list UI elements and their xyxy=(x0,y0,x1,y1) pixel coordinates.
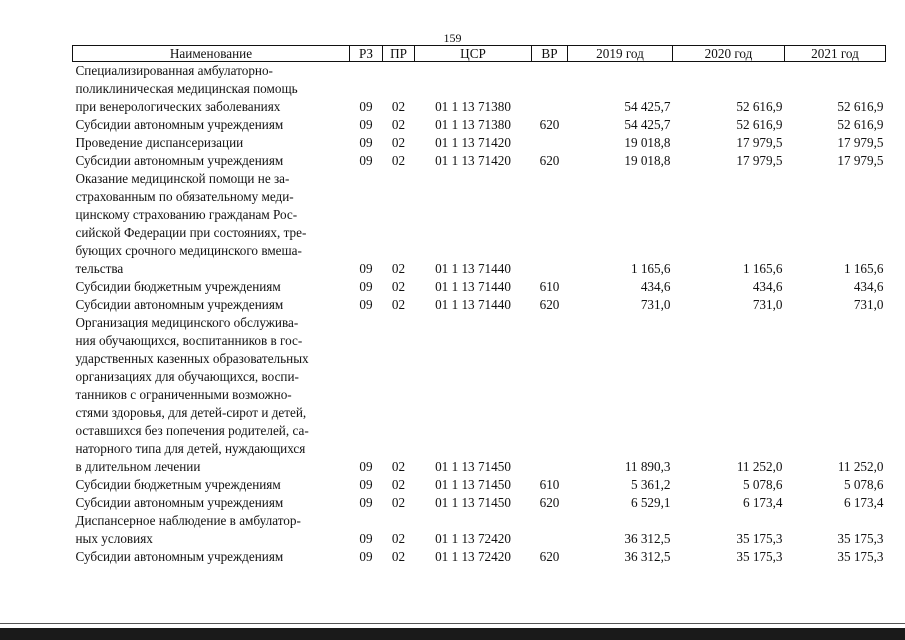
scan-border-bar xyxy=(0,628,905,640)
cell-pr: 02 xyxy=(391,549,406,564)
cell-2019: 36 312,5 xyxy=(624,549,671,564)
cell-2021 xyxy=(785,422,886,440)
cell-2019: 19 018,8 xyxy=(624,135,671,150)
cell-csr xyxy=(415,512,532,530)
cell-vr xyxy=(532,170,568,188)
cell-rz: 09 xyxy=(359,297,373,312)
cell-2021: 6 173,4 xyxy=(843,495,884,510)
cell-vr xyxy=(532,134,568,152)
cell-vr xyxy=(532,458,568,476)
cell-2021 xyxy=(785,512,886,530)
cell-2021 xyxy=(785,224,886,242)
cell-pr xyxy=(383,440,415,458)
cell-name: стями здоровья, для детей-сирот и детей, xyxy=(75,405,307,420)
cell-2019: 731,0 xyxy=(640,297,671,312)
table-row xyxy=(73,116,886,134)
cell-vr: 620 xyxy=(539,153,560,168)
cell-name: Субсидии автономным учреждениям xyxy=(75,117,284,132)
cell-rz xyxy=(350,440,383,458)
cell-2020 xyxy=(673,224,785,242)
cell-2019 xyxy=(568,386,673,404)
table-row xyxy=(73,404,886,422)
cell-2020 xyxy=(673,242,785,260)
table-row xyxy=(73,224,886,242)
cell-csr xyxy=(415,170,532,188)
cell-2021: 17 979,5 xyxy=(837,135,884,150)
cell-vr xyxy=(532,80,568,98)
cell-csr: 01 1 13 71450 xyxy=(435,459,511,474)
cell-2020: 52 616,9 xyxy=(736,117,783,132)
cell-vr xyxy=(532,260,568,278)
cell-name: Субсидии автономным учреждениям xyxy=(75,297,284,312)
cell-pr: 02 xyxy=(391,279,406,294)
cell-pr: 02 xyxy=(391,495,406,510)
cell-rz xyxy=(350,242,383,260)
cell-2020: 35 175,3 xyxy=(736,549,783,564)
cell-rz: 09 xyxy=(359,495,373,510)
cell-2019: 1 165,6 xyxy=(630,261,671,276)
table-row xyxy=(73,152,886,170)
cell-csr: 01 1 13 71450 xyxy=(435,477,511,492)
cell-pr: 02 xyxy=(391,135,406,150)
cell-rz xyxy=(350,368,383,386)
cell-rz xyxy=(350,224,383,242)
cell-2020: 6 173,4 xyxy=(742,495,783,510)
cell-name: Субсидии автономным учреждениям xyxy=(75,495,284,510)
table-row xyxy=(73,368,886,386)
cell-pr xyxy=(383,62,415,81)
table-row xyxy=(73,332,886,350)
cell-pr xyxy=(383,188,415,206)
cell-csr: 01 1 13 71440 xyxy=(435,279,511,294)
table-row xyxy=(73,548,886,566)
cell-2020 xyxy=(673,62,785,81)
cell-csr xyxy=(415,314,532,332)
cell-csr: 01 1 13 71440 xyxy=(435,297,511,312)
cell-2019: 11 890,3 xyxy=(624,459,671,474)
cell-rz: 09 xyxy=(359,531,373,546)
cell-name: ния обучающихся, воспитанников в гос- xyxy=(75,333,303,348)
cell-csr: 01 1 13 71450 xyxy=(435,495,511,510)
cell-pr xyxy=(383,332,415,350)
cell-vr xyxy=(532,206,568,224)
cell-2019: 5 361,2 xyxy=(630,477,671,492)
cell-2019 xyxy=(568,62,673,81)
cell-vr xyxy=(532,314,568,332)
cell-2020: 17 979,5 xyxy=(736,153,783,168)
cell-vr xyxy=(532,62,568,81)
cell-2021 xyxy=(785,314,886,332)
cell-vr: 620 xyxy=(539,117,560,132)
cell-rz xyxy=(350,314,383,332)
cell-name: бующих срочного медицинского вмеша- xyxy=(75,243,302,258)
cell-rz: 09 xyxy=(359,279,373,294)
cell-csr xyxy=(415,422,532,440)
cell-name: страхованным по обязательному меди- xyxy=(75,189,294,204)
cell-2019 xyxy=(568,350,673,368)
cell-name: в длительном лечении xyxy=(75,459,201,474)
cell-2021: 52 616,9 xyxy=(837,99,884,114)
cell-2020 xyxy=(673,170,785,188)
cell-vr xyxy=(532,368,568,386)
cell-2021 xyxy=(785,386,886,404)
cell-2021: 11 252,0 xyxy=(837,459,884,474)
cell-csr: 01 1 13 71380 xyxy=(435,99,511,114)
cell-2019 xyxy=(568,314,673,332)
cell-vr xyxy=(532,440,568,458)
cell-2021: 35 175,3 xyxy=(837,549,884,564)
cell-2020 xyxy=(673,80,785,98)
cell-csr: 01 1 13 71420 xyxy=(435,135,511,150)
cell-2019 xyxy=(568,512,673,530)
table-row xyxy=(73,512,886,530)
cell-name: при венерологических заболеваниях xyxy=(75,99,281,114)
cell-2021: 731,0 xyxy=(853,297,884,312)
cell-pr xyxy=(383,512,415,530)
cell-rz: 09 xyxy=(359,477,373,492)
cell-csr: 01 1 13 71440 xyxy=(435,261,511,276)
cell-2020: 17 979,5 xyxy=(736,135,783,150)
cell-2021 xyxy=(785,440,886,458)
cell-2021: 5 078,6 xyxy=(843,477,884,492)
table-row xyxy=(73,188,886,206)
cell-2020 xyxy=(673,440,785,458)
cell-2021 xyxy=(785,62,886,81)
header-pr: ПР xyxy=(383,46,415,62)
cell-2021: 434,6 xyxy=(853,279,884,294)
cell-csr xyxy=(415,242,532,260)
cell-vr xyxy=(532,530,568,548)
cell-2021 xyxy=(785,170,886,188)
cell-2020 xyxy=(673,368,785,386)
cell-2020 xyxy=(673,422,785,440)
table-row xyxy=(73,386,886,404)
cell-2020 xyxy=(673,512,785,530)
cell-2021 xyxy=(785,332,886,350)
cell-csr: 01 1 13 72420 xyxy=(435,531,511,546)
page-number: 159 xyxy=(443,31,462,45)
cell-2020 xyxy=(673,350,785,368)
cell-2021 xyxy=(785,350,886,368)
cell-2019 xyxy=(568,332,673,350)
cell-csr: 01 1 13 72420 xyxy=(435,549,511,564)
cell-name: Проведение диспансеризации xyxy=(75,135,244,150)
cell-2019 xyxy=(568,206,673,224)
cell-pr xyxy=(383,242,415,260)
table-row xyxy=(73,476,886,494)
table-row xyxy=(73,98,886,116)
cell-vr xyxy=(532,386,568,404)
cell-pr: 02 xyxy=(391,477,406,492)
cell-csr xyxy=(415,332,532,350)
cell-csr xyxy=(415,368,532,386)
cell-2020: 434,6 xyxy=(752,279,783,294)
cell-vr xyxy=(532,242,568,260)
table-row xyxy=(73,206,886,224)
cell-vr: 610 xyxy=(539,279,560,294)
cell-2021: 52 616,9 xyxy=(837,117,884,132)
cell-2019: 54 425,7 xyxy=(624,99,671,114)
cell-vr xyxy=(532,98,568,116)
cell-name: Организация медицинского обслужива- xyxy=(75,315,299,330)
cell-2019 xyxy=(568,422,673,440)
cell-2020: 1 165,6 xyxy=(742,261,783,276)
cell-2020 xyxy=(673,332,785,350)
header-name: Наименование xyxy=(73,46,350,62)
table-row xyxy=(73,422,886,440)
table-row xyxy=(73,440,886,458)
cell-pr xyxy=(383,368,415,386)
cell-pr xyxy=(383,80,415,98)
cell-pr: 02 xyxy=(391,297,406,312)
cell-2019 xyxy=(568,404,673,422)
cell-rz xyxy=(350,80,383,98)
cell-csr xyxy=(415,80,532,98)
table-row xyxy=(73,530,886,548)
cell-2019 xyxy=(568,188,673,206)
cell-2020 xyxy=(673,206,785,224)
cell-csr xyxy=(415,404,532,422)
cell-vr xyxy=(532,404,568,422)
cell-pr xyxy=(383,206,415,224)
table-row xyxy=(73,134,886,152)
cell-name: Специализированная амбулаторно- xyxy=(75,63,273,78)
cell-2019: 36 312,5 xyxy=(624,531,671,546)
cell-name: ных условиях xyxy=(75,531,153,546)
cell-rz xyxy=(350,512,383,530)
cell-2019 xyxy=(568,440,673,458)
cell-csr xyxy=(415,386,532,404)
header-2019: 2019 год xyxy=(568,46,673,62)
cell-rz xyxy=(350,170,383,188)
cell-2019: 6 529,1 xyxy=(630,495,671,510)
cell-pr: 02 xyxy=(391,117,406,132)
cell-pr xyxy=(383,170,415,188)
cell-name: поликлиническая медицинская помощь xyxy=(75,81,298,96)
cell-rz xyxy=(350,422,383,440)
cell-vr: 620 xyxy=(539,297,560,312)
cell-vr xyxy=(532,512,568,530)
cell-rz xyxy=(350,350,383,368)
cell-csr xyxy=(415,188,532,206)
table-row xyxy=(73,170,886,188)
cell-pr: 02 xyxy=(391,531,406,546)
cell-2019 xyxy=(568,80,673,98)
cell-name: Субсидии бюджетным учреждениям xyxy=(75,279,281,294)
cell-2020 xyxy=(673,314,785,332)
table-row xyxy=(73,296,886,314)
cell-rz xyxy=(350,188,383,206)
cell-rz xyxy=(350,62,383,81)
cell-vr xyxy=(532,350,568,368)
cell-rz xyxy=(350,206,383,224)
header-2020: 2020 год xyxy=(673,46,785,62)
table-row xyxy=(73,80,886,98)
cell-2021 xyxy=(785,206,886,224)
cell-2021: 17 979,5 xyxy=(837,153,884,168)
header-vr: ВР xyxy=(532,46,568,62)
cell-pr: 02 xyxy=(391,153,406,168)
cell-2020 xyxy=(673,386,785,404)
cell-name: танников с ограниченными возможно- xyxy=(75,387,292,402)
cell-2019: 19 018,8 xyxy=(624,153,671,168)
page-edge-line xyxy=(0,623,905,624)
cell-rz: 09 xyxy=(359,549,373,564)
cell-2019 xyxy=(568,368,673,386)
cell-csr xyxy=(415,440,532,458)
cell-name: Субсидии бюджетным учреждениям xyxy=(75,477,281,492)
cell-name: Субсидии автономным учреждениям xyxy=(75,153,284,168)
cell-csr xyxy=(415,62,532,81)
table-row xyxy=(73,62,886,81)
cell-2021 xyxy=(785,368,886,386)
cell-rz: 09 xyxy=(359,99,373,114)
cell-vr: 610 xyxy=(539,477,560,492)
cell-csr: 01 1 13 71420 xyxy=(435,153,511,168)
cell-csr: 01 1 13 71380 xyxy=(435,117,511,132)
cell-pr xyxy=(383,224,415,242)
table-row xyxy=(73,350,886,368)
cell-2021 xyxy=(785,404,886,422)
cell-csr xyxy=(415,224,532,242)
cell-vr xyxy=(532,422,568,440)
cell-pr xyxy=(383,386,415,404)
table-row xyxy=(73,242,886,260)
cell-2020: 731,0 xyxy=(752,297,783,312)
budget-table xyxy=(72,45,886,566)
cell-2020: 5 078,6 xyxy=(742,477,783,492)
cell-name: ударственных казенных образовательных xyxy=(75,351,309,366)
cell-2021 xyxy=(785,242,886,260)
cell-rz xyxy=(350,332,383,350)
cell-pr: 02 xyxy=(391,261,406,276)
cell-rz xyxy=(350,404,383,422)
cell-name: наторного типа для детей, нуждающихся xyxy=(75,441,306,456)
table-row xyxy=(73,314,886,332)
cell-name: Оказание медицинской помощи не за- xyxy=(75,171,290,186)
cell-name: сийской Федерации при состояниях, тре- xyxy=(75,225,307,240)
table-row xyxy=(73,494,886,512)
cell-csr xyxy=(415,350,532,368)
cell-name: организациях для обучающихся, воспи- xyxy=(75,369,299,384)
cell-vr: 620 xyxy=(539,549,560,564)
cell-vr xyxy=(532,188,568,206)
cell-2020: 11 252,0 xyxy=(736,459,783,474)
cell-vr: 620 xyxy=(539,495,560,510)
cell-name: Диспансерное наблюдение в амбулатор- xyxy=(75,513,301,528)
cell-pr xyxy=(383,350,415,368)
cell-2019: 434,6 xyxy=(640,279,671,294)
cell-pr: 02 xyxy=(391,99,406,114)
cell-2021: 35 175,3 xyxy=(837,531,884,546)
cell-name: оставшихся без попечения родителей, са- xyxy=(75,423,309,438)
cell-name: тельства xyxy=(75,261,124,276)
table-row xyxy=(73,260,886,278)
cell-name: цинскому страхованию гражданам Рос- xyxy=(75,207,298,222)
cell-vr xyxy=(532,332,568,350)
cell-rz: 09 xyxy=(359,117,373,132)
cell-2021 xyxy=(785,80,886,98)
cell-2019 xyxy=(568,170,673,188)
cell-rz: 09 xyxy=(359,261,373,276)
table-header-row xyxy=(73,46,886,62)
cell-2020 xyxy=(673,188,785,206)
cell-pr xyxy=(383,314,415,332)
header-2021: 2021 год xyxy=(785,46,886,62)
header-rz: РЗ xyxy=(350,46,383,62)
cell-rz: 09 xyxy=(359,135,373,150)
cell-csr xyxy=(415,206,532,224)
cell-2020 xyxy=(673,404,785,422)
header-csr: ЦСР xyxy=(415,46,532,62)
cell-vr xyxy=(532,224,568,242)
cell-2019 xyxy=(568,224,673,242)
cell-pr: 02 xyxy=(391,459,406,474)
cell-name: Субсидии автономным учреждениям xyxy=(75,549,284,564)
cell-rz: 09 xyxy=(359,459,373,474)
table-row xyxy=(73,278,886,296)
cell-pr xyxy=(383,404,415,422)
table-row xyxy=(73,458,886,476)
cell-pr xyxy=(383,422,415,440)
cell-rz xyxy=(350,386,383,404)
cell-rz: 09 xyxy=(359,153,373,168)
cell-2021: 1 165,6 xyxy=(843,261,884,276)
cell-2020: 52 616,9 xyxy=(736,99,783,114)
cell-2019 xyxy=(568,242,673,260)
cell-2020: 35 175,3 xyxy=(736,531,783,546)
cell-2021 xyxy=(785,188,886,206)
cell-2019: 54 425,7 xyxy=(624,117,671,132)
